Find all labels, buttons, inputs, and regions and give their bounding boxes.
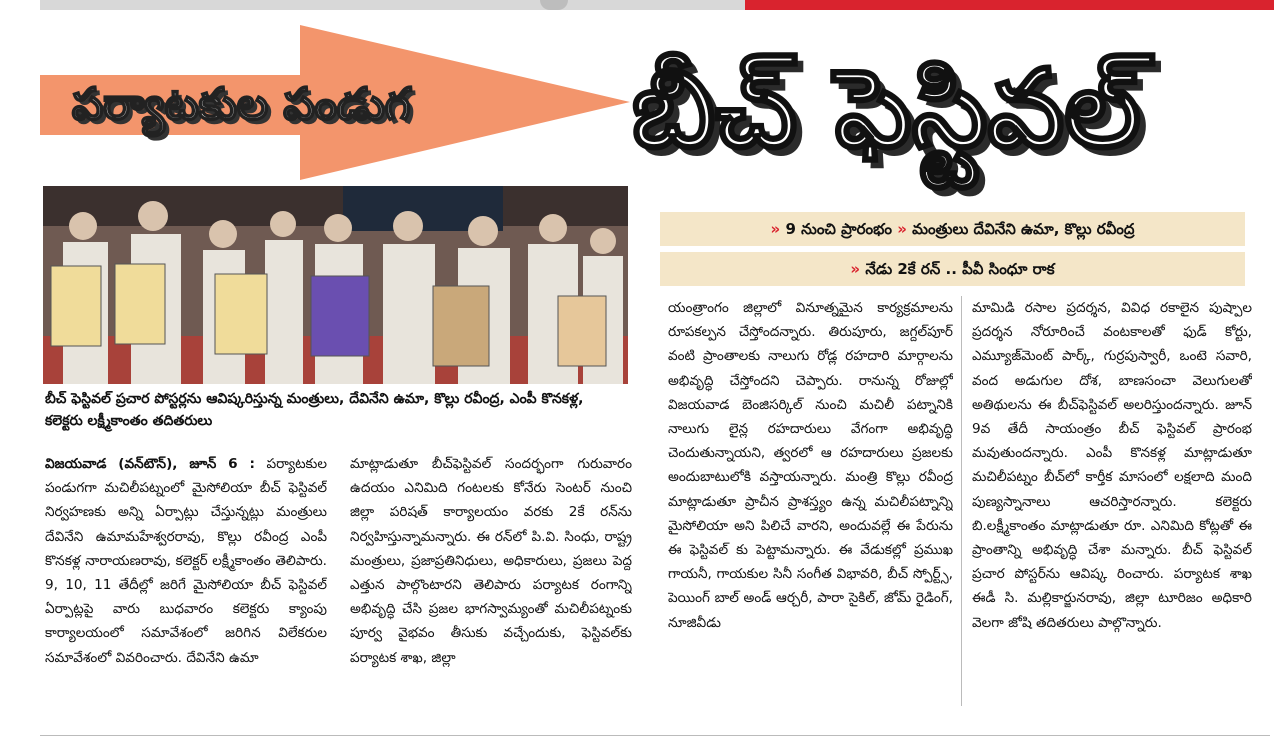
column-divider	[961, 296, 962, 706]
article-text-1: పర్యాటకుల పండుగగా మచిలీపట్నంలో మైసోలియా బీచ్ ఫెస్టివల్ నిర్వహణకు అన్ని ఏర్పాట్లు చేస్తున్నట్లు మంత్రులు దేవినేని ఉమామహేశ్వరరావు, కొల్లు రవీంద్ర ఎంపీ కొనకళ్ల నారాయణరావు, కలెక్టర్ లక్ష్మీకాంతం తెలిపారు. 9, 10, 11 తేదీల్లో జరిగే మైసోలియా బీచ్ ఫెస్టివల్ ఏర్పాట్లపై వారు బుధవారం కలెక్టరు క్యాంపు కార్యాలయంలో సమావేశంలో జరిగిన విలేకరుల సమావేశంలో వివరించారు. దేవినేని ఉమా	[45, 456, 327, 666]
subhead-line-1	[660, 212, 1245, 246]
bottom-rule	[40, 735, 1270, 736]
article-dateline: విజయవాడ (వన్‌టౌన్), జూన్ 6 :	[45, 456, 255, 472]
subhead-start-date: 9 నుంచి ప్రారంభం	[785, 220, 892, 238]
subhead-marker-icon: »	[850, 260, 861, 278]
main-headline: బీచ్ ఫెస్టివల్	[632, 47, 1141, 172]
subhead-ministers: మంత్రులు దేవినేని ఉమా, కొల్లు రవీంద్ర	[912, 220, 1135, 238]
article-column-3: యంత్రాంగం జిల్లాలో వినూత్నమైన కార్యక్రమాలను రూపకల్పన చేస్తోందన్నారు. తిరుపూరు, జగ్దల్‌పూర్ వంటి ప్రాంతాలకు నాలుగు రోడ్ల రహదారి మార్గాలను అభివృద్ధి చేస్తోందని చెప్పారు. రానున్న రోజుల్లో విజయవాడ బెంజిసర్కిల్ నుంచి మచిలీ పట్నానికి నాలుగు లైన్ల రహదారులు వేగంగా అభివృద్ధి చెందుతున్నాయని, త్వరలో ఆ రహదారులు ప్రజలకు అందుబాటులోకి వస్తాయన్నారు. మంత్రి కొల్లు రవీంద్ర మాట్లాడుతూ ప్రాచీన ప్రాశస్త్యం ఉన్న మచిలీపట్నాన్ని మైసోలియా అని పిలిచే వారని, అందువల్లే ఈ పేరును ఈ ఫెస్టివల్ కు పెట్టామన్నారు. ఈ వేడుకల్లో ప్రముఖ గాయనీ, గాయకుల సినీ సంగీత విభావరి, బీచ్ స్పోర్ట్స్, పెయింగ్ బాల్ అండ్ ఆర్చరీ, పారా సైకిల్, జోమ్ రైడింగ్, నూజివీడు	[668, 300, 953, 631]
article-column-4: మామిడి రసాల ప్రదర్శన, వివిధ రకాలైన పుష్పాల ప్రదర్శన నోరూరించే వంటకాలతో ఫుడ్ కోర్టు, ఎమ్యూజ్‌మెంట్ పార్క్, గుర్రపుస్వారీ, ఒంటె సవారి, వంద అడుగుల దోశ, బాణసంచా వెలుగులతో అతిథులను ఈ బీచ్‌ఫెస్టివల్ అలరిస్తుందన్నారు. జూన్ 9వ తేదీ సాయంత్రం బీచ్ ఫెస్టివల్ ప్రారంభ మవుతుందన్నారు. ఎంపీ కొనకళ్ల మాట్లాడుతూ మచిలీపట్నం బీచ్‌లో కార్తీక మాసంలో లక్షలాది మంది పుణ్యస్నానాలు ఆచరిస్తారన్నారు. కలెక్టరు బి.లక్ష్మీకాంతం మాట్లాడుతూ రూ. ఎనిమిది కోట్లతో ఈ ప్రాంతాన్ని అభివృద్ధి చేశా మన్నారు. బీచ్ ఫెస్టివల్ ప్రచార పోస్టర్‌ను ఆవిష్క రించారు. పర్యాటక శాఖ ఈడీ సి. మల్లికార్జునరావు, జిల్లా టూరిజం అధికారి వెలగా జోషి తదితరులు పాల్గొన్నారు.	[972, 300, 1252, 631]
photo-caption: బీచ్ ఫెస్టివల్ ప్రచార పోస్టర్లను ఆవిష్కరిస్తున్న మంత్రులు, దేవినేని ఉమా, కొల్లు రవీంద్ర, ఎంపీ కొనకళ్ల, కలెక్టరు లక్ష్మీకాంతం తదితరులు	[45, 391, 584, 429]
subhead-2k-run: నేడు 2కే రన్ .. పీవీ సింధూ రాక	[865, 260, 1055, 278]
subhead-marker-icon: »	[770, 220, 781, 238]
article-column-2: మాట్లాడుతూ బీచ్‌ఫెస్టివల్ సందర్భంగా గురువారం ఉదయం ఎనిమిది గంటలకు కోనేరు సెంటర్ నుంచి జిల్లా పరిషత్ కార్యాలయం వరకు 2కే రన్‌ను నిర్వహిస్తున్నామన్నారు. ఈ రన్‌లో పి.వి. సింధు, రాష్ట్ర మంత్రులు, ప్రజాప్రతినిధులు, అధికారులు, ప్రజలు పెద్ద ఎత్తున పాల్గొంటారని తెలిపారు పర్యాటక రంగాన్ని అభివృద్ధి చేసి ప్రజల భాగస్వామ్యంతో మచిలీపట్నంకు పూర్వ వైభవం తీసుకు వచ్చేందుకు, ఫెస్టివల్‌కు పర్యాటక శాఖ, జిల్లా	[350, 456, 632, 666]
press-meet-photo	[43, 186, 628, 384]
subhead-line-2	[660, 252, 1245, 286]
top-gray-bar	[40, 0, 745, 10]
top-red-bar	[745, 0, 1274, 10]
article-column-1	[45, 452, 327, 712]
kicker-title: పర్యాటకుల పండుగ	[72, 79, 411, 130]
subhead-marker-icon: »	[897, 220, 907, 238]
